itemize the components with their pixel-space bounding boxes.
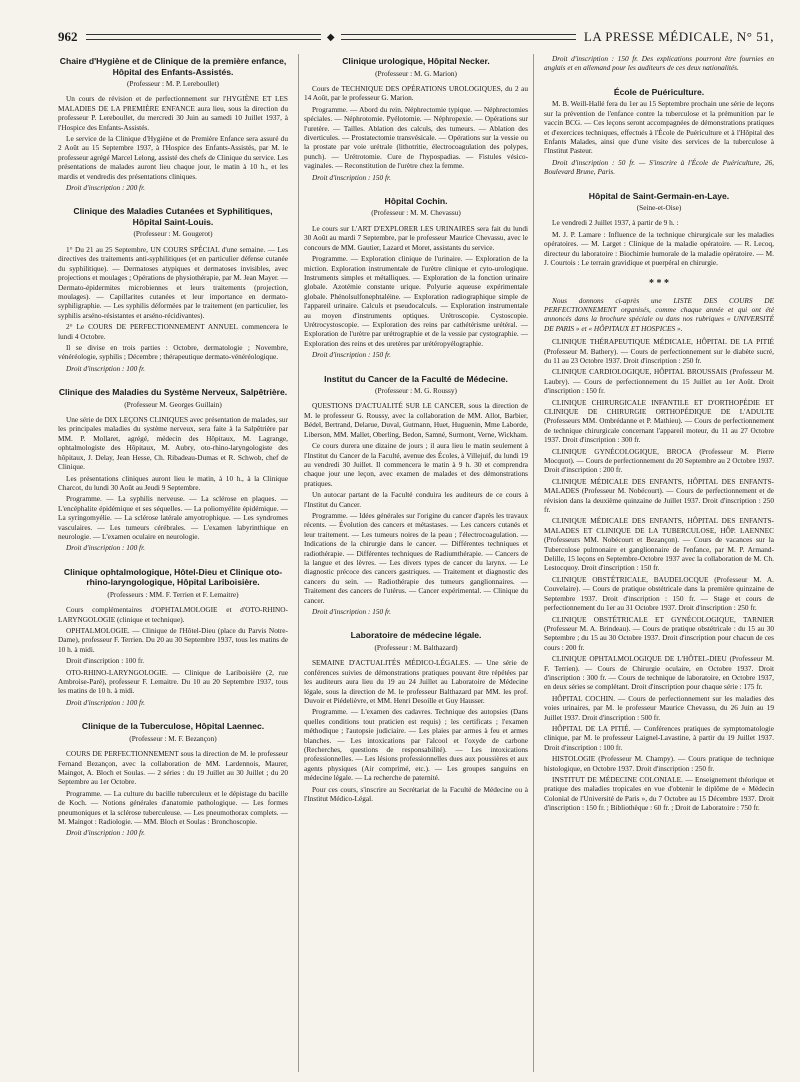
course-list-item: CLINIQUE CARDIOLOGIQUE, HÔPITAL BROUSSAIS (Professeur M. Laubry). — Cours de perfectionnement du 15 Juillet au 1er Août. Droit d'inscription : 150 fr. <box>544 367 774 396</box>
paragraph: Programme. — L'examen des cadavres. Technique des autopsies (Dans quelles conditions tout praticien est requis) ; les certificats ; l'examen méthodique ; l'autopsie judiciaire. — Les plaies par armes à feu et armes blanches. — Les intoxications par l'alcool et l'oxyde de carbone (Recherches, questions de responsabilité). — Les intoxications professionnelles. — Les lésions professionnelles dues aux poussières et aux agents physiques (Air comprimé, etc.). — Les groupes sanguins en médecine légale. — La recherche de paternité. <box>303 707 529 783</box>
registration-fee: Droit d'inscription : 150 fr. <box>311 607 391 616</box>
paragraph: OTO-RHINO-LARYNGOLOGIE. — Clinique de Lariboisière (2, rue Ambroise-Paré), professeur F. Lemaitre. Du 10 au 20 Septembre 1937, tous les matins de 10 h. à midi. <box>58 667 288 696</box>
course-list-item: CLINIQUE MÉDICALE DES ENFANTS, HÔPITAL DES ENFANTS-MALADES (Professeur M. Nobécourt). — Cours de perfectionnement et de révision dans la deuxième quinzaine de Juillet 1937. Droit d'inscription : 250 fr. <box>544 476 774 515</box>
paragraph: Pour ces cours, s'inscrire au Secrétariat de la Faculté de Médecine ou à l'Institut Médico-Légal. <box>303 784 529 803</box>
section-professor: (Professeur : M. G. Marion) <box>375 68 457 78</box>
course-list-item: HÔPITAL DE LA PITIÉ. — Conférences pratiques de symptomatologie clinique, par M. le professeur Laignel-Lavastine, à partir du 19 Juillet 1937. Droit d'inscription : 100 fr. <box>544 723 774 752</box>
paragraph: COURS DE PERFECTIONNEMENT sous la direction de M. le professeur Fernand Bezançon, avec la collaboration de MM. Lardennois, Maurer, Maingot, A. Bloch et Soulas. — 2 séries : du 19 Juillet au 30 Juillet ; du 20 Septembre au 1er Octobre. <box>58 749 288 787</box>
section-title: Clinique des Maladies du Système Nerveux, Salpêtrière. <box>58 387 288 398</box>
journal-title: LA PRESSE MÉDICALE, N° 51, <box>583 29 774 44</box>
column-3 <box>544 54 774 1072</box>
section-professor: (Professeur : M. F. Bezançon) <box>129 733 217 743</box>
paragraph: Les présentations cliniques auront lieu le matin, à 10 h., à la Clinique Charcot, du lundi 30 Août au Jeudi 9 Septembre. <box>58 473 288 492</box>
paragraph: Cours de TECHNIQUE DES OPÉRATIONS UROLOGIQUES, du 2 au 14 Août, par le professeur G. Marion. <box>303 83 529 103</box>
paragraph: Ce cours durera une dizaine de jours ; il aura lieu le matin seulement à l'Institut du Cancer de la Faculté, avenue des Écoles, à Villejuif, du lundi 19 au vendredi 30 Juillet. Il commencera le matin à 9 h. 30 et comprendra chaque jour une leçon, avec examen de malades et des démonstrations pratiques. <box>303 441 529 488</box>
course-list-item: HÔPITAL COCHIN. — Cours de perfectionnement sur les maladies des voies urinaires, par M. le professeur Maurice Chevassu, du 26 Juin au 19 Juillet 1937. Droit d'inscription : 500 fr. <box>544 693 774 722</box>
section-title: Clinique des Maladies Cutanées et Syphilitiques, Hôpital Saint-Louis. <box>73 206 273 227</box>
paragraph: 2° Le COURS DE PERFECTIONNEMENT ANNUEL commencera le lundi 4 Octobre. <box>58 322 288 341</box>
intro-paragraph: Nous donnons ci-après une LISTE DES COURS DE PERFECTIONNEMENT organisés, comme chaque année et qui ont été annoncés dans la brochure spéciale ou dans nos rubriques « UNIVERSITÉ DE PARIS » et « HÔPITAUX ET HOSPICES ». <box>544 295 774 333</box>
section-title: Clinique de la Tuberculose, Hôpital Laennec. <box>81 721 265 732</box>
section-title: Clinique ophtalmologique, Hôtel-Dieu et Clinique oto-rhino-laryngologique, Hôpital Lariboisière. <box>63 566 283 588</box>
paragraph: M. J. P. Lamare : Influence de la technique chirurgicale sur les maladies opératoires. — M. Larget : Clinique de la maladie opératoire. — R. Lecoq, directeur du laboratoire : Biochimie humorale de la maladie opératoire. — M. J. Courtois : Le terrain gravidique et puerpéral en chirurgie. <box>544 229 774 268</box>
paragraph: Une série de DIX LEÇONS CLINIQUES avec présentation de malades, sur les principales maladies du système nerveux, sera faite à la Salpêtrière par MM. P. Mollaret, agrégé, médecin des Hôpitaux, M. Lagrange, ophtalmologiste des Hôpitaux, M. Aubry, oto-rhino-laryngologiste des hôpitaux, J. Delay, Jean Hesse, Ch. Ribadeau-Dumas et R. Schwob, chef de Clinique. <box>58 415 288 472</box>
article-columns <box>58 54 774 1072</box>
paragraph: 1° Du 21 au 25 Septembre, UN COURS SPÉCIAL d'une semaine. — Les directives des traitements anti-syphilitiques (et en particulier défense cutanée du syphilitique). — Dermatoses atypiques et dermatoses invisibles, avec projections et moulages ; Opérations de physiothérapie, par M. Jean Mayer. — Dermato-épidermites microbiennes et leurs traitements (projection, moulages). — Capillarites cutanées et leur importance en dermato-syphiligraphie. — Les syphilis déformées par le traitement (en particulier, les syphilis arséno-résistantes et arséno-récidivantes). <box>58 244 288 320</box>
registration-fee: Droit d'inscription : 50 fr. — S'inscrire à l'École de Puériculture, 26, Boulevard Brune, Paris. <box>544 157 774 177</box>
course-list-item: HISTOLOGIE (Professeur M. Champy). — Cours pratique de technique histologique, en Octobre 1937. Droit d'inscription : 250 fr. <box>544 754 774 773</box>
registration-fee: Droit d'inscription : 100 fr. <box>66 543 145 553</box>
header-rule-left <box>86 34 321 40</box>
paragraph: Le vendredi 2 Juillet 1937, à partir de 9 h. : <box>552 218 679 228</box>
registration-fee: Droit d'inscription : 100 fr. <box>66 697 145 707</box>
section-professor: (Professeur : M. P. Lereboullet) <box>126 79 219 88</box>
page-number: 962 <box>58 29 78 44</box>
section-professor: (Professeur : M. Gougerot) <box>133 229 213 239</box>
paragraph: Programme. — Exploration clinique de l'urinaire. — Exploration de la miction. Exploration instrumentale de l'urètre clinique et cyto-urologique. Instruments simples et métalliques. — Exploration de la fonction urinaire globale. Azotémie constante urique. Polyurie aqueuse expérimentale globale. Phénolsulfonephtaléine. — Exploration radiographique simple de l'appareil urinaire. Calculs et pseudocalculs. — Exploration instrumentale au moyen d'instruments optiques. Urétroscopie. Cystoscopie. Urétrocystoscopie. — Exploration des reins par cathétérisme urétéral. — Exploration de l'urètre par urétrographie et de la vessie par cystographie. — Exploration des reins et des uretères par urétéropyélographie. <box>303 254 529 348</box>
section-title: École de Puériculture. <box>613 86 705 97</box>
registration-fee: Droit d'inscription : 100 fr. <box>66 363 145 373</box>
course-list-item: CLINIQUE GYNÉCOLOGIQUE, BROCA (Professeur M. Pierre Mocquot). — Cours de perfectionnement du 20 Septembre au 2 Octobre 1937. Droit d'inscription : 200 fr. <box>544 446 774 475</box>
paragraph: SEMAINE D'ACTUALITÉS MÉDICO-LÉGALES. — Une série de conférences suivies de démonstrations pratiques pouvant être répétées par les auditeurs aura lieu du 19 au 24 Juillet au Laboratoire de Médecine légale, sous la direction de M. le professeur Balthazard par MM. les prof. Duvoir et Piédelièvre, et MM. Henri Desoille et Guy Hausser. <box>303 658 529 705</box>
diamond-ornament-icon: ◆ <box>326 31 335 43</box>
registration-fee: Droit d'inscription : 100 fr. <box>66 828 145 838</box>
section-professor: (Professeurs : MM. F. Terrien et F. Lemaitre) <box>107 589 239 599</box>
paragraph: Programme. — La syphilis nerveuse. — La sclérose en plaques. — L'encéphalite épidémique et ses séquelles. — La poliomyélite épidémique. — La syringomyélie. — La sclérose latérale amyotrophique. — Les syndromes vasculaires. — Les tumeurs cérébrales. — L'examen labyrinthique en neurologie. — L'examen oculaire en neurologie. <box>58 494 288 541</box>
paragraph: Un cours de révision et de perfectionnement sur l'HYGIÈNE ET LES MALADIES DE LA PREMIÈRE ENFANCE aura lieu, sous la direction du professeur P. Lereboullet, du mercredi 30 Juin au samedi 10 Juillet 1937, à l'Hospice des Enfants-Assistés. <box>58 94 288 132</box>
section-title: Chaire d'Hygiène et de Clinique de la première enfance, Hôpital des Enfants-Assistés. <box>59 56 287 77</box>
header-rule-right <box>341 34 576 40</box>
paragraph: Programme. — La culture du bacille tuberculeux et le dépistage du bacille de Koch. — Notions générales d'anatomie pathologique. — Les formes pneumoniques et la sclérose tuberculeuse. — Les pneumothorax complets. — M. Maingot : Radiologie. — MM. Bloch et Soulas : Bronchoscopie. <box>58 788 288 826</box>
paragraph: Le cours sur L'ART D'EXPLORER LES URINAIRES sera fait du lundi 30 Août au mardi 7 Septembre, par le professeur Maurice Chevassu, avec le concours de MM. Gautier, Lazard et Moret, assistants du service. <box>303 223 529 252</box>
paragraph: Programme. — Abord du rein. Néphrectomie typique. — Néphrectomies spéciales. — Néphrotomie. Pyélotomie. — Néphropexie. — Opérations sur l'uretère. — Tailles. Ablation des calculs, des tumeurs. — Ablation des diverticules. — Prostatectomie transvésicale. — Opérations sur la vessie ou la prostate par voie urétrale (lithotritie, électrocoagulation des polypes, punch). — Urétrotomie. Cure de l'hypospadias. — Fistules vésico-vaginales. — Reconstitution de l'urètre chez la femme. <box>303 104 529 171</box>
section-title: Laboratoire de médecine légale. <box>350 630 482 641</box>
paragraph: Le service de la Clinique d'Hygiène et de Première Enfance sera assuré du 2 Août au 15 Septembre 1937, à l'Hospice des Enfants-Assistés, par M. le professeur agrégé Marcel Lelong, assisté des chefs de Clinique du service. Les présentations de malades auront lieu chaque jour, le matin à 10 h., et les mardis et vendredis des présentations cliniques. <box>58 134 288 181</box>
paragraph: OPHTALMOLOGIE. — Clinique de l'Hôtel-Dieu (place du Parvis Notre-Dame), professeur F. Terrien. Du 20 au 30 Septembre 1937, tous les matins de 10 h. à midi. <box>58 625 288 654</box>
paragraph: M. B. Weill-Hallé fera du 1er au 15 Septembre prochain une série de leçons sur la prévention de l'enfance contre la tuberculose et la prémunition par le vaccin BCG. — Ces leçons seront accompagnées de démonstrations pratiques et d'exercices techniques, effectués à l'École de Puériculture et à l'Hôpital des Enfants Malades, ainsi que d'une visite des services de la tuberculose à l'Institut Pasteur. <box>544 99 774 156</box>
paragraph: Droit d'inscription : 150 fr. Des explications pourront être fournies en anglais et en allemand pour les auditeurs de ces deux nationalités. <box>544 54 774 73</box>
paragraph: QUESTIONS D'ACTUALITÉ SUR LE CANCER, sous la direction de M. le professeur G. Roussy, avec la collaboration de MM. Allot, Barbier, Bédel, Bertrand, Delarue, Duval, Gutmann, Huet, Huguenin, Mme Laborde, Liberson, MM. Mallet, Oberling, Bedon, Samné, Surmont, Verne, Wickham. <box>303 401 529 439</box>
column-2 <box>298 54 534 1072</box>
course-list-item: CLINIQUE OBSTÉTRICALE ET GYNÉCOLOGIQUE, TARNIER (Professeur M. A. Brindeau). — Cours de pratique obstétricale : du 15 au 30 Septembre ; du 15 au 30 Octobre 1937. Droit d'inscription pour chacun de ces cours : 200 fr. <box>544 614 774 652</box>
section-professor: (Professeur M. Georges Guillain) <box>124 399 222 409</box>
paragraph: Il se divise en trois parties : Octobre, dermatologie ; Novembre, vénéréologie, syphilis ; Décembre ; thérapeutique dermato-vénéréologique. <box>58 342 288 362</box>
course-list-item: CLINIQUE OPHTALMOLOGIQUE DE L'HÔTEL-DIEU (Professeur M. F. Terrien). — Cours de Chirurgie oculaire, en Octobre 1937. Droit d'inscription : 300 fr. — Cours de technique de laboratoire, en Octobre 1937, en deux séries se complétant. Droit d'inscription pour chaque série : 175 fr. <box>544 654 774 692</box>
course-list-item: CLINIQUE THÉRAPEUTIQUE MÉDICALE, HÔPITAL DE LA PITIÉ (Professeur M. Bathery). — Cours de perfectionnement sur le diabète sucré, du 11 au 23 Octobre 1937. Droit d'inscription : 250 fr. <box>544 337 774 365</box>
registration-fee: Droit d'inscription : 150 fr. <box>311 350 391 360</box>
section-professor: (Professeur : M. Balthazard) <box>374 642 458 652</box>
registration-fee: Droit d'inscription : 200 fr. <box>66 183 145 193</box>
paragraph: Un autocar partant de la Faculté conduira les auditeurs de ce cours à l'Institut du Cancer. <box>303 490 529 509</box>
section-title: Institut du Cancer de la Faculté de Médecine. <box>324 373 508 384</box>
course-list-item: INSTITUT DE MÉDECINE COLONIALE. — Enseignement théorique et pratique des maladies tropicales en vue d'obtenir le diplôme de « Médecin Colonial de l'Université de Paris », du 7 Octobre au 15 Décembre 1937. Droit d'inscription : 150 fr. ; Bibliothèque : 60 fr. ; Droit de Laboratoire : 750 fr. <box>544 775 774 813</box>
paragraph: Droit d'inscription : 100 fr. <box>66 656 145 666</box>
section-title: Hôpital de Saint-Germain-en-Laye. <box>588 190 730 201</box>
page-header <box>58 26 774 48</box>
course-list-item: CLINIQUE OBSTÉTRICALE, BAUDELOCQUE (Professeur M. A. Couvelaire). — Cours de pratique obstétricale dans la première quinzaine de Septembre 1937. Droit d'inscription : 150 fr. — Stage et cours de perfectionnement du 1er au 31 Octobre 1937. Droit d'inscription : 250 fr. <box>544 574 774 613</box>
section-separator-stars: * * * <box>649 277 669 289</box>
paragraph: Programme. — Idées générales sur l'origine du cancer d'après les travaux récents. — Évolution des cancers et métastases. — Les cancers cutanés et leur traitement. — Les tumeurs noires de la peau ; l'électrocoagulation. — Indications de la chirurgie dans le cancer. — Différentes techniques et radiothérapie. — Différentes techniques de Radiumthérapie. — Cancers de la langue et des lèvres. — Les divers types de cancer du larynx. — Le diagnostic précoce des cancers gastriques. — Traitement et diagnostic des cancers du sein. — Radiothérapie des tumeurs ganglionnaires. — Traitement des cancers de l'utérus. — Cancer expérimental. — Clinique du cancer. <box>303 510 529 605</box>
column-1 <box>58 54 288 1072</box>
section-professor: (Professeur : M. M. Chevassu) <box>371 208 461 218</box>
course-list-item: CLINIQUE CHIRURGICALE INFANTILE ET D'ORTHOPÉDIE ET CLINIQUE DE CHIRURGIE ORTHOPÉDIQUE DE L'ADULTE (Professeurs MM. Ombrédanne et P. Mathieu). — Cours de perfectionnement de technique chirurgicale concernant l'appareil moteur, du 11 au 27 Octobre 1937. Droit d'inscription : 300 fr. <box>544 397 774 445</box>
section-title: Hôpital Cochin. <box>384 195 448 206</box>
course-list-item: CLINIQUE MÉDICALE DES ENFANTS, HÔPITAL DES ENFANTS-MALADES ET CLINIQUE DE LA TUBERCULOSE, HÔP. LAENNEC (Professeurs MM. Nobécourt et Bezançon). — Cours de vacances sur la Tuberculose pulmonaire et ganglionnaire de l'enfance, par M. P. Armand-Delille, 15 leçons en Septembre-Octobre 1937 avec la collaboration de M. Ch. Lestocquoy. Droit d'inscription : 150 fr. <box>544 516 774 573</box>
paragraph: Cours complémentaires d'OPHTALMOLOGIE et d'OTO-RHINO-LARYNGOLOGIE (clinique et technique). <box>58 605 288 624</box>
section-title: Clinique urologique, Hôpital Necker. <box>342 56 490 66</box>
section-professor: (Seine-et-Oise) <box>636 203 682 213</box>
registration-fee: Droit d'inscription : 150 fr. <box>311 172 391 182</box>
section-professor: (Professeur : M. G. Roussy) <box>375 386 457 396</box>
